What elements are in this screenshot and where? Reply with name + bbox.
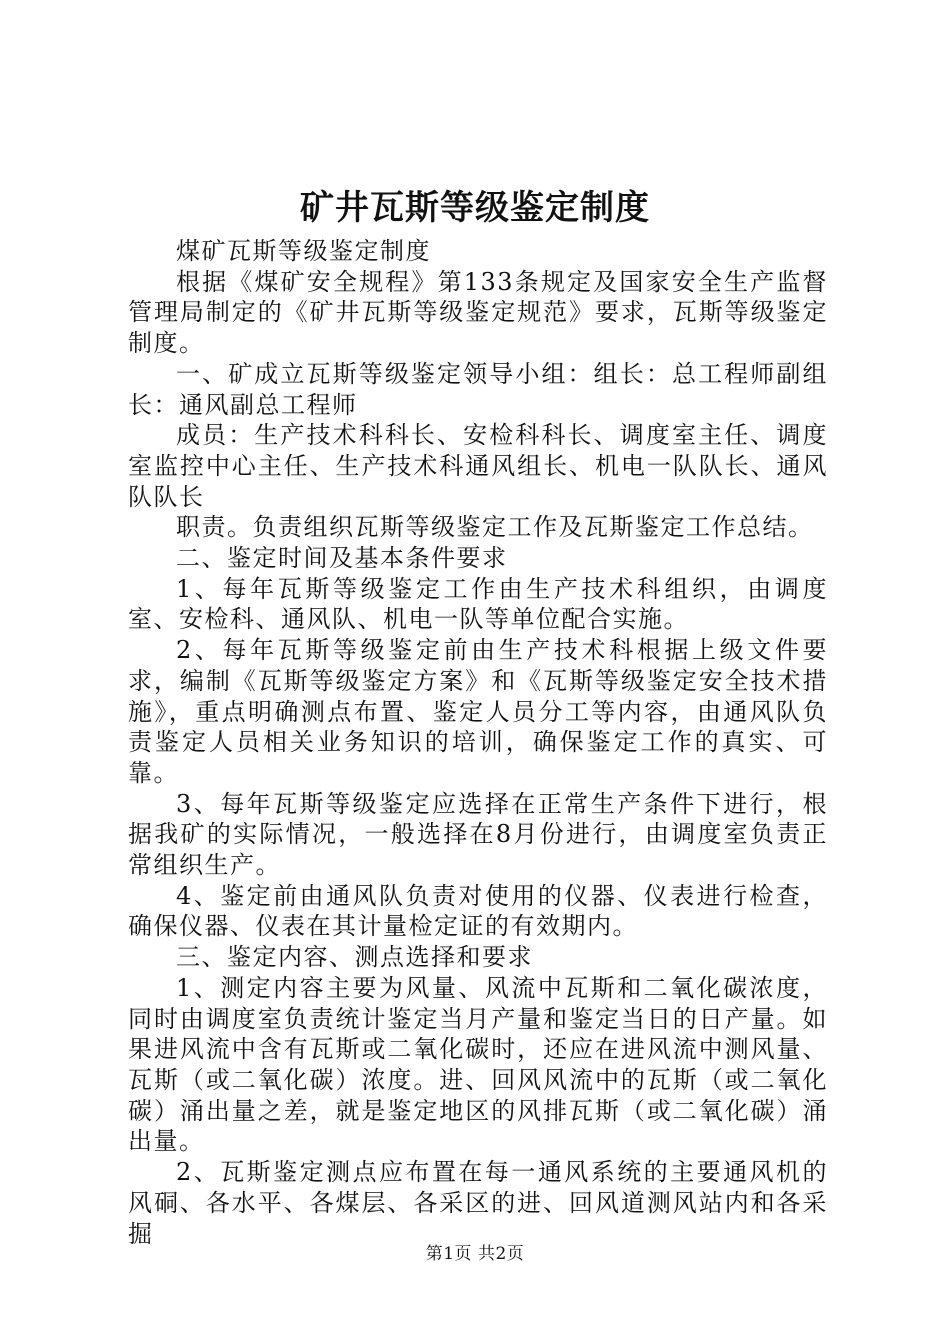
paragraph-subtitle: 煤矿瓦斯等级鉴定制度 (176, 237, 431, 265)
paragraph-content-item-1: 1、测定内容主要为风量、风流中瓦斯和二氧化碳浓度，同时由调度室负责统计鉴定当月产量和鉴定当日的日产量。如果进风流中含有瓦斯或二氧化碳时，还应在进风流中测风量、瓦斯（或二氧化碳）浓度。进、回风风流中的瓦斯（或二氧化碳）涌出量之差，就是鉴定地区的风排瓦斯（或二氧化碳）涌出量。 (128, 973, 828, 1156)
paragraph-leadership-group: 一、矿成立瓦斯等级鉴定领导小组：组长：总工程师副组长：通风副总工程师 (128, 359, 828, 419)
paragraph-item-2: 2、每年瓦斯等级鉴定前由生产技术科根据上级文件要求，编制《瓦斯等级鉴定方案》和《瓦斯等级鉴定安全技术措施》，重点明确测点布置、鉴定人员分工等内容，由通风队负责鉴定人员相关业务知识的培训，确保鉴定工作的真实、可靠。 (128, 636, 828, 787)
paragraph-content-item-2: 2、瓦斯鉴定测点应布置在每一通风系统的主要通风机的风硐、各水平、各煤层、各采区的进、回风道测风站内和各采掘 (128, 1158, 828, 1248)
paragraph-item-4: 4、鉴定前由通风队负责对使用的仪器、仪表进行检查，确保仪器、仪表在其计量检定证的有效期内。 (128, 881, 828, 941)
document-body (128, 236, 828, 1249)
document-title: 矿井瓦斯等级鉴定制度 (300, 188, 650, 228)
paragraph-intro: 根据《煤矿安全规程》第133条规定及国家安全生产监督管理局制定的《矿井瓦斯等级鉴定规范》要求，瓦斯等级鉴定制度。 (128, 267, 828, 358)
section-heading-content-points: 三、鉴定内容、测点选择和要求 (176, 943, 533, 972)
paragraph-item-3: 3、每年瓦斯等级鉴定应选择在正常生产条件下进行，根据我矿的实际情况，一般选择在8月份进行，由调度室负责正常组织生产。 (128, 789, 828, 880)
paragraph-members: 成员：生产技术科科长、安检科科长、调度室主任、调度室监控中心主任、生产技术科通风组长、机电一队队长、通风队队长 (128, 421, 828, 511)
page-number-footer: 第1页 共2页 (425, 1244, 525, 1264)
paragraph-item-1: 1、每年瓦斯等级鉴定工作由生产技术科组织，由调度室、安检科、通风队、机电一队等单位配合实施。 (128, 574, 828, 634)
section-heading-time-conditions: 二、鉴定时间及基本条件要求 (176, 544, 508, 573)
paragraph-duties: 职责。负责组织瓦斯等级鉴定工作及瓦斯鉴定工作总结。 (176, 513, 814, 542)
